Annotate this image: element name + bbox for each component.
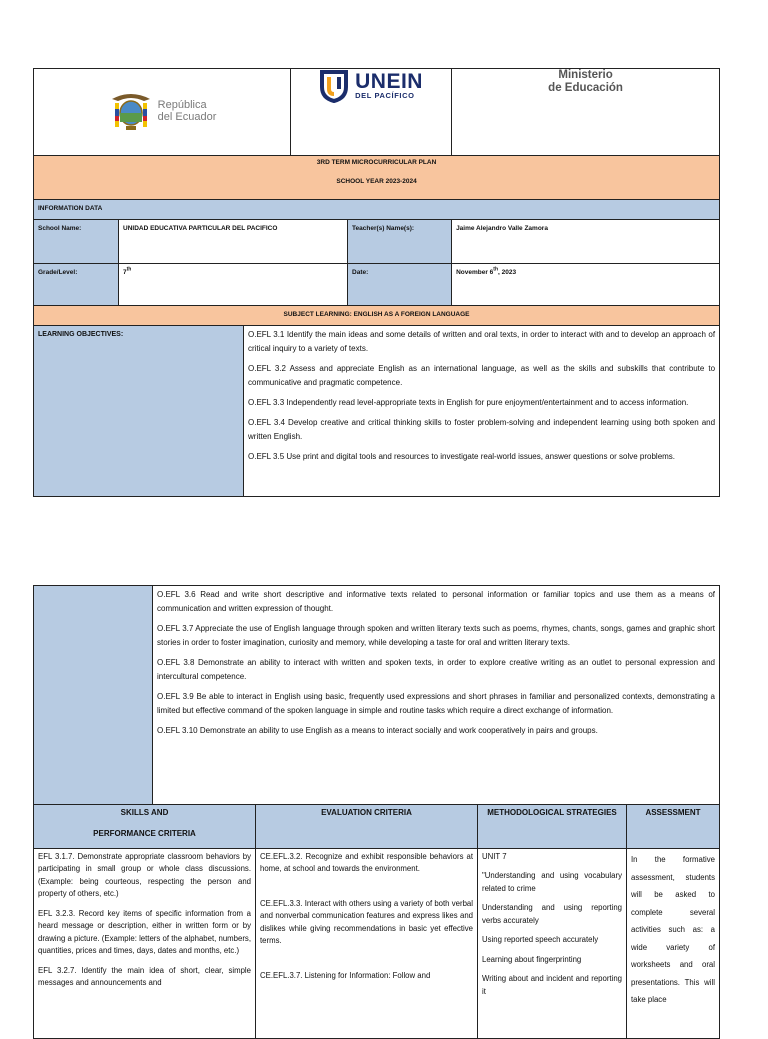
assessment-column bbox=[627, 849, 720, 1039]
assessment-text: In the formative assessment, students will be asked to complete several activities such as: a wide variety of worksheets and oral presentations. This will take place bbox=[631, 855, 715, 1005]
plan-title-cell bbox=[34, 156, 720, 200]
skills-header: SKILLS AND PERFORMANCE CRITERIA bbox=[34, 805, 256, 849]
objective-item: O.EFL 3.1 Identify the main ideas and some details of written and oral texts, in order to interact with and to develop an approach of critical inquiry to a variety of texts. bbox=[248, 330, 716, 353]
skill-item: EFL 3.2.3. Record key items of specific information from a heard message or description, either in written form or by drawing a picture. (Example: letters of the alphabet, numbers, quantities, prices and times, days, dates and months, etc.) bbox=[38, 908, 251, 956]
ministerio-de-educacion-logo: Ministerio de Educación bbox=[548, 69, 623, 95]
evaluation-column bbox=[256, 849, 478, 1039]
grade-level-value: 7th bbox=[119, 264, 348, 306]
method-item: UNIT 7 bbox=[482, 852, 507, 861]
methodological-header: METHODOLOGICAL STRATEGIES bbox=[478, 805, 627, 849]
subject-learning-header: SUBJECT LEARNING: ENGLISH AS A FOREIGN LANGUAGE bbox=[34, 306, 720, 326]
method-item: Using reported speech accurately bbox=[482, 935, 599, 945]
method-item: Learning about fingerprinting bbox=[482, 954, 582, 964]
evaluation-header: EVALUATION CRITERIA bbox=[256, 805, 478, 849]
objective-item: O.EFL 3.4 Develop creative and critical thinking skills to foster problem-solving and independent learning using both spoken and written English. bbox=[248, 418, 716, 441]
school-year: SCHOOL YEAR 2023-2024 bbox=[336, 177, 417, 185]
plan-title: 3RD TERM MICROCURRICULAR PLAN bbox=[316, 159, 437, 166]
school-name-value: UNIDAD EDUCATIVA PARTICULAR DEL PACIFICO bbox=[119, 220, 348, 264]
unein-logo-text: UNEIN DEL PACÍFICO bbox=[355, 70, 423, 101]
objective-item: O.EFL 3.10 Demonstrate an ability to use English as a means to interact socially and work cooperatively in pairs and groups. bbox=[157, 726, 598, 735]
evaluation-item: CE.EFL.3.3. Interact with others using a variety of both verbal and nonverbal communication features and express likes and dislikes while giving recommendations in basic yet effective terms. bbox=[260, 898, 473, 946]
objective-item: O.EFL 3.5 Use print and digital tools and resources to investigate real-world issues, answer questions or solve problems. bbox=[248, 452, 676, 461]
grade-level-label: Grade/Level: bbox=[34, 264, 119, 306]
evaluation-item: CE.EFL.3.2. Recognize and exhibit responsible behaviors at home, at school and towards the environment. bbox=[260, 852, 473, 874]
school-name-label: School Name: bbox=[34, 220, 119, 264]
objective-item: O.EFL 3.6 Read and write short descriptive and informative texts related to personal information or familiar topics and use them as a means of communication and written expression of thought. bbox=[157, 590, 715, 613]
date-label: Date: bbox=[348, 264, 452, 306]
unein-logo-cell bbox=[291, 69, 452, 156]
criteria-table bbox=[33, 804, 720, 1039]
teacher-name-value: Jaime Alejandro Valle Zamora bbox=[452, 220, 720, 264]
evaluation-item: CE.EFL.3.7. Listening for Information: Follow and bbox=[260, 970, 431, 980]
objective-item: O.EFL 3.9 Be able to interact in English using basic, frequently used expressions and short phrases in familiar and personalized contexts, demonstrating a limited but effective command of the spoken language in simple and routine tasks which require a direct exchange of information. bbox=[157, 692, 715, 715]
objective-item: O.EFL 3.8 Demonstrate an ability to interact with written and spoken texts, in order to explore creative writing as an outlet to personal expression and intercultural competence. bbox=[157, 658, 715, 681]
ecuador-logo-cell bbox=[34, 69, 291, 156]
method-item: "Understanding and using vocabulary related to crime bbox=[482, 871, 622, 893]
objectives-label-continued bbox=[34, 586, 153, 805]
objective-item: O.EFL 3.2 Assess and appreciate English as an international language, as well as the skills and subskills that contribute to communicative and pragmatic competence. bbox=[248, 364, 716, 387]
methodological-column bbox=[478, 849, 627, 1039]
republica-del-ecuador-logo: República del Ecuador bbox=[157, 99, 217, 123]
header-table bbox=[33, 68, 720, 497]
method-item: Writing about and incident and reporting it bbox=[482, 974, 622, 996]
learning-objectives-list-continued bbox=[153, 586, 720, 805]
learning-objectives-label: LEARNING OBJECTIVES: bbox=[34, 326, 244, 497]
method-item: Understanding and using reporting verbs accurately bbox=[482, 903, 622, 925]
objectives-continued-table bbox=[33, 585, 720, 805]
learning-objectives-list bbox=[244, 326, 720, 497]
objective-item: O.EFL 3.3 Independently read level-appropriate texts in English for pure enjoyment/entertainment and to access information. bbox=[248, 398, 689, 407]
skills-column bbox=[34, 849, 256, 1039]
skill-item: EFL 3.1.7. Demonstrate appropriate classroom behaviors by participating in small group or whole class discussions. (Example: being courteous, respecting the person and property of others, etc.) bbox=[38, 852, 251, 899]
ministerio-logo-cell bbox=[452, 69, 720, 156]
date-value: November 6th, 2023 bbox=[452, 264, 720, 306]
objective-item: O.EFL 3.7 Appreciate the use of English language through spoken and written literary texts such as poems, rhymes, chants, songs, games and graphic short stories in order to foster imagination, curiosity and memory, while developing a taste for oral and written literary texts. bbox=[157, 624, 715, 647]
information-data-header: INFORMATION DATA bbox=[34, 200, 720, 220]
unein-shield-icon bbox=[319, 69, 349, 103]
assessment-header: ASSESSMENT bbox=[627, 805, 720, 849]
ecuador-coat-of-arms-icon bbox=[108, 89, 154, 135]
teacher-name-label: Teacher(s) Name(s): bbox=[348, 220, 452, 264]
skill-item: EFL 3.2.7. Identify the main idea of short, clear, simple messages and announcements and bbox=[38, 965, 251, 988]
